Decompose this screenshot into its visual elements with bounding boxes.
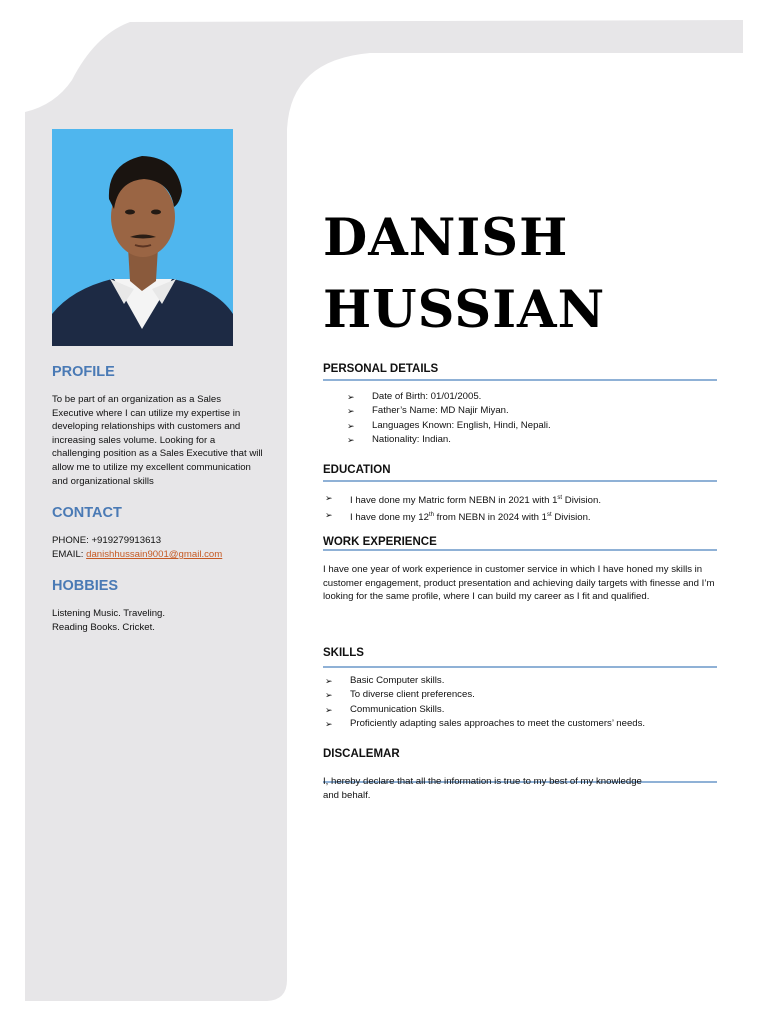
education-rule — [323, 480, 717, 482]
arrow-bullet-icon: ➢ — [347, 392, 355, 402]
first-name: DANISH — [323, 208, 569, 268]
hobbies-heading: HOBBIES — [52, 578, 119, 594]
person-portrait-icon — [52, 129, 233, 346]
arrow-bullet-icon: ➢ — [325, 510, 333, 521]
profile-heading: PROFILE — [52, 364, 115, 380]
contact-phone: PHONE: +919279913613 — [52, 535, 162, 546]
work-experience-heading: WORK EXPERIENCE — [323, 536, 437, 548]
candidate-name — [323, 202, 605, 346]
disclaimer-heading: DISCALEMAR — [323, 748, 400, 760]
hobbies-line-2: Reading Books. Cricket. — [52, 622, 155, 633]
list-item: ➢ Languages Known: English, Hindi, Nepali. — [347, 419, 551, 433]
work-experience-rule — [323, 549, 717, 551]
arrow-bullet-icon: ➢ — [325, 690, 333, 701]
arrow-bullet-icon: ➢ — [347, 420, 355, 431]
arrow-bullet-icon: ➢ — [325, 493, 333, 503]
contact-email-line — [52, 548, 264, 562]
arrow-bullet-icon: ➢ — [347, 435, 355, 446]
list-item: ➢ Communication Skills. — [325, 703, 645, 717]
last-name: HUSSIAN — [323, 280, 606, 340]
list-item: ➢ I have done my Matric form NEBN in 2021 with 1st Division. — [325, 493, 602, 506]
list-item: ➢ Proficiently adapting sales approaches to meet the customers’ needs. — [325, 717, 645, 731]
skills-list — [325, 674, 645, 732]
disclaimer-line-1: I, hereby declare that all the information is true to my best of my knowledge — [323, 776, 642, 787]
education-list — [325, 491, 601, 526]
arrow-bullet-icon: ➢ — [347, 406, 355, 417]
list-item: ➢ Basic Computer skills. — [325, 674, 645, 688]
contact-heading: CONTACT — [52, 505, 122, 521]
email-label: EMAIL: — [52, 549, 87, 560]
list-item: ➢ To diverse client preferences. — [325, 688, 645, 702]
skills-rule — [323, 666, 717, 668]
disclaimer-line-2: and behalf. — [323, 790, 371, 801]
profile-text: To be part of an organization as a Sales Executive where I can utilize my expertise in developing relationships with customers and increasing sales volume. Looking for a challenging position as a Sales Executive that will allow me to utilize my excellent communication and organizational skills — [52, 394, 263, 487]
list-item: ➢ Father’s Name: MD Najir Miyan. — [347, 404, 551, 418]
hobbies-line-1: Listening Music. Traveling. — [52, 608, 166, 619]
list-item: ➢ Nationality: Indian. — [347, 433, 551, 447]
personal-details-rule — [323, 379, 717, 381]
education-heading: EDUCATION — [323, 464, 391, 476]
list-item: ➢ Date of Birth: 01/01/2005. — [347, 390, 551, 404]
list-item: ➢ I have done my 12th from NEBN in 2024 with 1st Division. — [325, 510, 591, 524]
email-link[interactable]: danishhussain9001@gmail.com — [86, 549, 223, 560]
skills-heading: SKILLS — [323, 647, 364, 659]
profile-photo — [52, 129, 233, 346]
work-experience-text: I have one year of work experience in customer service in which I have honed my skills in customer engagement, product presentation and achieving daily targets with finesse and I’m looking for the same profile, where I can build my career as I fit and qualified. — [323, 564, 715, 603]
personal-details-list — [347, 390, 551, 448]
arrow-bullet-icon: ➢ — [325, 719, 333, 730]
personal-details-heading: PERSONAL DETAILS — [323, 363, 439, 375]
arrow-bullet-icon: ➢ — [325, 676, 333, 686]
arrow-bullet-icon: ➢ — [325, 704, 333, 715]
